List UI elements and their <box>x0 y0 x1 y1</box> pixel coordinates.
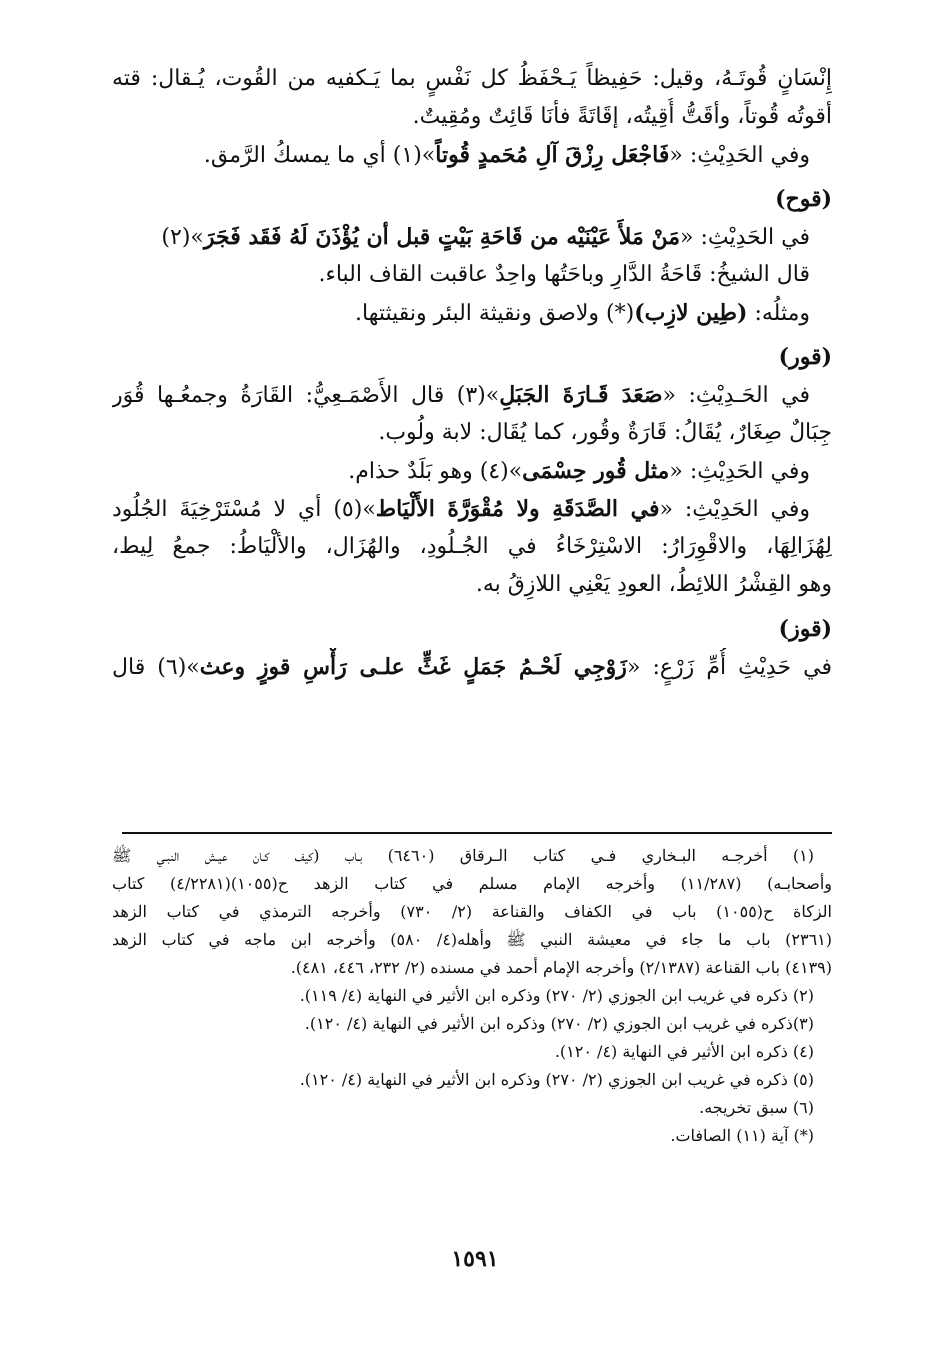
hadith-quote: مَنْ مَلأَ عَيْنَيْه من قَاحَةِ بَيْتٍ قبل أن يُؤْذَنَ لَهُ فَقَد فَجَرَ <box>203 224 680 250</box>
hadith-quote: زَوْجِي لَحْـمُ جَمَلٍ غَثٍّ علـى رَأْسِ قوزٍ وعث <box>199 654 627 680</box>
hadith-suffix: »(٤) وهو بَلَدٌ حذام. <box>348 459 523 484</box>
footnote-line: (٤١٣٩) باب القناعة (٢/١٣٨٧) وأخرجه الإمام أحمد في مسنده (٢/ ٢٣٢، ٤٤٦، ٤٨١). <box>290 958 832 977</box>
text-line: لِهُزَالِهَا، والاقْوِرَارُ: الاسْتِرْخَاءُ في الجُـلُودِ، والهُزَال، والألْيَاطُ: جمعُ لِيط، <box>112 534 832 559</box>
text-suffix: (*) ولاصق ونقيثة البئر ونقيثتها. <box>355 301 635 326</box>
footnote-star: (*) آية (١١) الصافات. <box>670 1126 814 1145</box>
footnotes <box>112 842 832 1150</box>
hadith-prefix: في الحَدِيْثِ: « <box>679 225 810 250</box>
section-heading-qawz: (قوز) <box>778 616 832 642</box>
text-line <box>112 294 832 332</box>
footnote-line: (٢٣٦١) باب ما جاء في معيشة النبي ﷺ وأهله(٤/ ٥٨٠) وأخرجه ابن ماجه في كتاب الزهد <box>112 930 832 949</box>
hadith-prefix: وفي الحَدِيْثِ: « <box>669 459 810 484</box>
text-line: إِنْسَانٍ قُوتَـهُ، وقيل: حَفِيظاً يَـحْفَظُ كل نَفْسٍ بما يَـكفيه من القُوت، يُـقال: قته <box>112 66 832 91</box>
quran-quote: (طِين لازِب) <box>634 300 748 326</box>
section-heading-qawh: (قوح) <box>775 186 832 212</box>
hadith-line <box>112 452 832 490</box>
hadith-line <box>112 490 832 528</box>
hadith-prefix: وفي الحَدِيْثِ: « <box>669 143 810 168</box>
page-number: ١٥٩١ <box>451 1246 499 1272</box>
footnote-line: الزكاة ح(١٠٥٥) باب في الكفاف والقناعة (٢/ ٧٣٠) وأخرجه الترمذي في كتاب الزهد <box>112 902 832 921</box>
hadith-line <box>112 648 832 686</box>
hadith-prefix: في حَدِيْثِ أُمِّ زَرْعٍ: « <box>626 655 832 680</box>
hadith-suffix: »(٥) أي لا مُسْتَرْخِيَةَ الجُلُود <box>112 497 376 522</box>
text-line: أقوتُه قُوتاً، وأقَتُّ أُقِيتُه، إقَاتَةً فأنَا قَائِتٌ ومُقِيتٌ. <box>412 104 832 129</box>
text-line: وهو القِشْرُ اللائِطُ، العودِ يَعْنِي اللازِقُ به. <box>475 572 832 597</box>
hadith-line <box>112 376 832 414</box>
hadith-suffix: »(٣) قال الأَصْمَـعِيُّ: القَارَةُ وجمعُـها قُوَر <box>112 383 500 408</box>
text-line: جِبَالٌ صِغَارٌ، يُقَالُ: قَارَةٌ وقُور، كما يُقَال: لابة ولُوب. <box>378 420 832 445</box>
footnote-3: (٣)ذكره في غريب ابن الجوزي (٢/ ٢٧٠) وذكره ابن الأثير في النهاية (٤/ ١٢٠). <box>304 1014 814 1033</box>
hadith-quote: في الصَّدَقَةِ ولا مُقْوَرَّةَ الأَلْيَاط <box>375 496 660 522</box>
hadith-line <box>112 136 832 174</box>
hadith-suffix: »(٦) قال <box>112 655 200 680</box>
hadith-suffix: »(٢) <box>161 225 204 250</box>
hadith-suffix: »(١) أي ما يمسكُ الرَّمق. <box>203 143 436 168</box>
section-heading-qawr: (قور) <box>778 344 832 370</box>
footnote-4: (٤) ذكره ابن الأثير في النهاية (٤/ ١٢٠). <box>554 1042 814 1061</box>
footnote-line: وأصحابـه) (١١/٢٨٧) وأخرجه الإمام مسلم في كتاب الزهد ح(١٠٥٥)(٤/٢٢٨١) كتاب <box>112 874 832 893</box>
hadith-quote: صَعَدَ قَـارَةَ الجَبَلِ <box>499 382 663 408</box>
footnote-6: (٦) سبق تخريجه. <box>699 1098 814 1117</box>
hadith-prefix: وفي الحَدِيْثِ: « <box>659 497 810 522</box>
footnote-5: (٥) ذكره في غريب ابن الجوزي (٢/ ٢٧٠) وذكره ابن الأثير في النهاية (٤/ ١٢٠). <box>299 1070 814 1089</box>
footnote-2: (٢) ذكره في غريب ابن الجوزي (٢/ ٢٧٠) وذكره ابن الأثير في النهاية (٤/ ١١٩). <box>299 986 814 1005</box>
footnote-line: (١) أخرجـه البـخاري فـي كتاب الـرقاق (٦٤٦٠) بـاب (كيف كـان عيـش النبـي ﷺ <box>112 846 814 865</box>
main-text <box>112 60 832 686</box>
footnote-divider <box>122 832 832 834</box>
text-prefix: ومثلُه: <box>747 301 810 326</box>
text-line: قال الشيخُ: قَاحَةُ الدَّارِ وباحَتُها واحِدٌ عاقبت القاف الباء. <box>318 262 810 287</box>
hadith-prefix: في الحَـدِيْثِ: « <box>662 383 810 408</box>
hadith-quote: مثل قُور حِسْمَى <box>522 458 670 484</box>
hadith-line <box>112 218 832 256</box>
hadith-quote: فَاجْعَل رِزْقَ آلِ مُحَمدٍ قُوتاً <box>435 142 670 168</box>
